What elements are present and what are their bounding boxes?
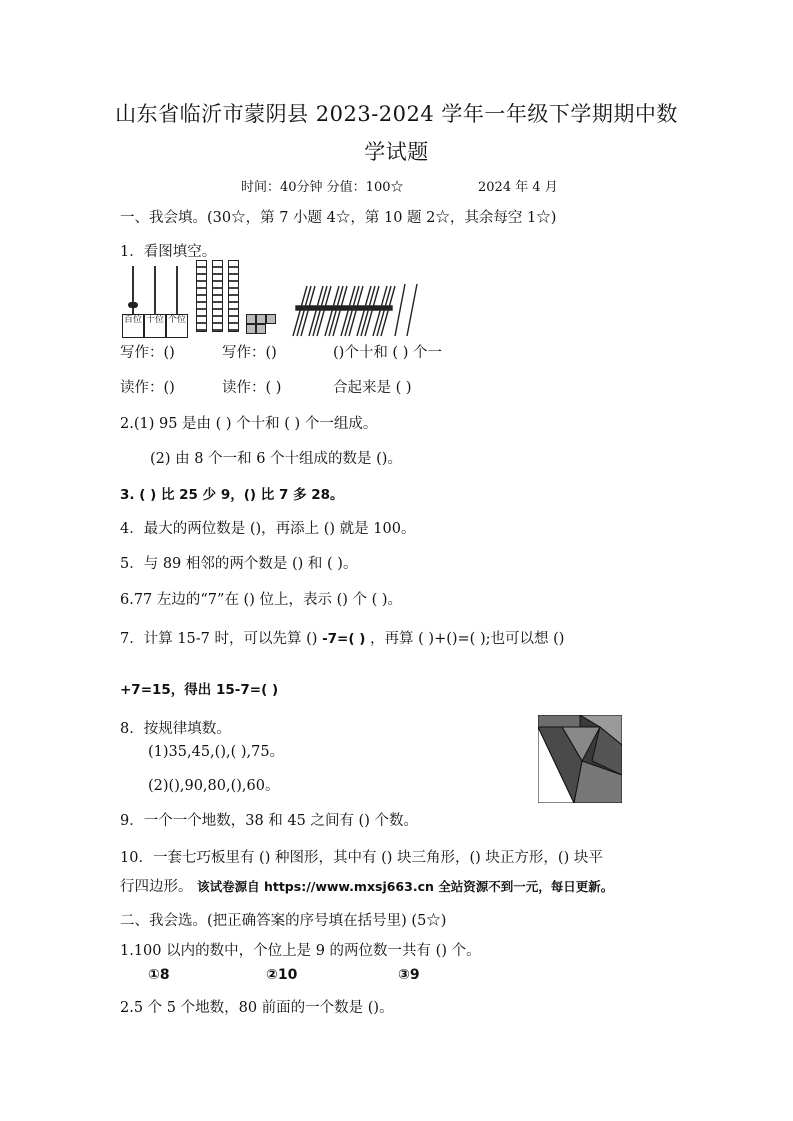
section-2-heading: 二、我会选。(把正确答案的序号填在括号里) (5☆) xyxy=(120,913,447,929)
abacus-ones: 个位 xyxy=(166,314,188,338)
q9: 9．一个一个地数，38 和 45 之间有 () 个数。 xyxy=(120,813,418,829)
exam-time: 时间：40分钟 分值：100☆ xyxy=(241,180,404,195)
q2-part2: (2) 由 8 个一和 6 个十组成的数是 ()。 xyxy=(150,451,402,467)
s2-q2: 2.5 个 5 个地数，80 前面的一个数是 ()。 xyxy=(120,1000,394,1016)
q10-text: 行四边形。 xyxy=(120,879,193,895)
q7-text-a: 7．计算 15-7 时，可以先算 () xyxy=(120,631,318,647)
q7-text-b: -7=( ) xyxy=(322,631,366,647)
abacus-hundreds: 百位 xyxy=(122,314,144,338)
q10-line1: 10．一套七巧板里有 () 种图形，其中有 () 块三角形，() 块正方形，() 块平 xyxy=(120,850,603,866)
q3: 3. ( ) 比 25 少 9，() 比 7 多 28。 xyxy=(120,487,344,503)
q10-line2 xyxy=(120,875,613,896)
s2-q1-option-3: ③9 xyxy=(398,967,420,983)
q4: 4．最大的两位数是 ()，再添上 () 就是 100。 xyxy=(120,521,416,537)
q7-text-c: ，再算 ( )+()=( );也可以想 () xyxy=(370,631,565,647)
page-title-continued: 学试题 xyxy=(364,140,429,164)
section-1-heading: 一、我会填。(30☆，第 7 小题 4☆，第 10 题 2☆，其余每空 1☆) xyxy=(120,210,557,226)
q1-write-b: 写作：() xyxy=(222,345,277,361)
q1-write-c: ()个十和 ( ) 个一 xyxy=(333,345,442,361)
q1-write-a: 写作：() xyxy=(120,345,175,361)
abacus-figure xyxy=(118,262,198,340)
s2-q1-option-1: ①8 xyxy=(148,967,170,983)
q8-label: 8．按规律填数。 xyxy=(120,721,231,737)
page-title: 山东省临沂市蒙阴县 2023-2024 学年一年级下学期期中数 xyxy=(115,102,678,126)
q1-label: 1．看图填空。 xyxy=(120,244,217,260)
stick-bundles-figure xyxy=(285,280,425,340)
q5: 5．与 89 相邻的两个数是 () 和 ( )。 xyxy=(120,556,358,572)
q7 xyxy=(120,627,564,648)
q7-continued: +7=15，得出 15-7=( ) xyxy=(120,682,279,698)
q1-read-a: 读作：() xyxy=(120,380,175,396)
q1-read-b: 读作：( ) xyxy=(222,380,282,396)
q8-part2: (2)(),90,80,(),60。 xyxy=(148,778,280,794)
abacus-tens: 十位 xyxy=(144,314,166,338)
s2-q1-option-2: ②10 xyxy=(266,967,298,983)
source-watermark: 该试卷源自 https://www.mxsj663.cn 全站资源不到一元，每日更新。 xyxy=(197,879,614,894)
exam-date: 2024 年 4 月 xyxy=(478,180,558,195)
tangram-image xyxy=(538,715,622,803)
q2-part1: 2.(1) 95 是由 ( ) 个十和 ( ) 个一组成。 xyxy=(120,416,378,432)
q8-part1: (1)35,45,(),( ),75。 xyxy=(148,744,285,760)
q6: 6.77 左边的“7”在 () 位上，表示 () 个 ( )。 xyxy=(120,592,403,608)
ten-blocks-figure xyxy=(196,258,276,338)
s2-q1: 1.100 以内的数中，个位上是 9 的两位数一共有 () 个。 xyxy=(120,943,481,959)
q1-read-c: 合起来是 ( ) xyxy=(333,380,412,396)
